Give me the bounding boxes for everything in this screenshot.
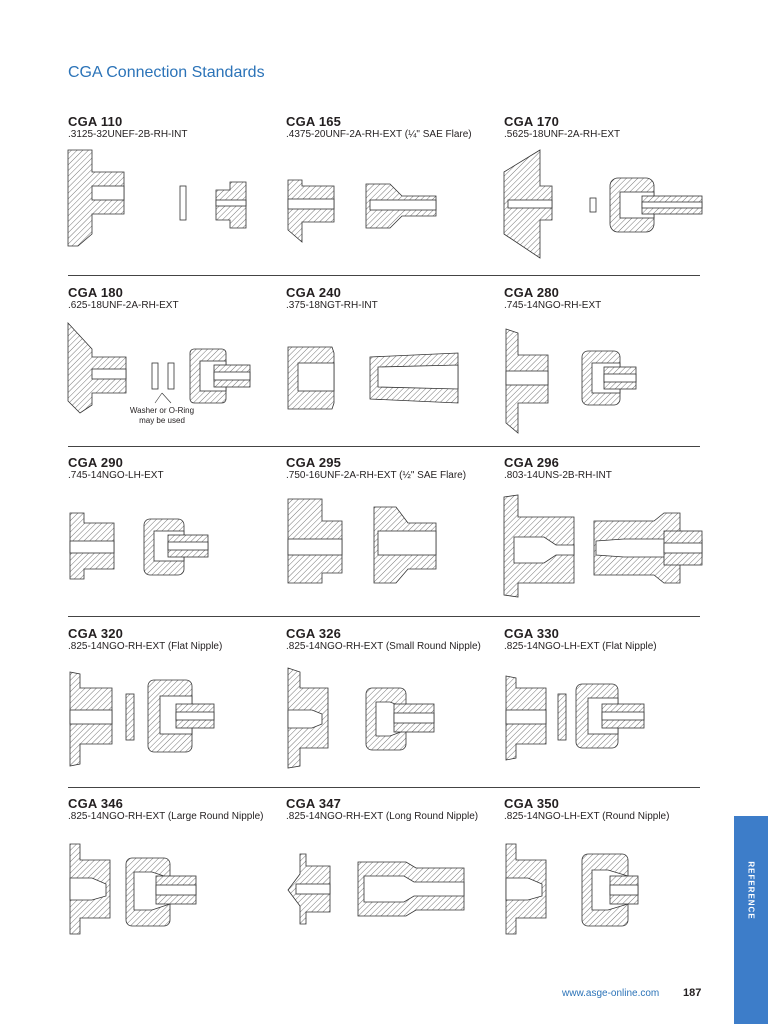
washer-note: Washer or O-Ring [129, 406, 195, 415]
connection-name: CGA 330 [504, 626, 560, 641]
connection-cga-290 [68, 455, 284, 605]
connection-spec: .375-18NGT-RH-INT [286, 300, 378, 311]
row-divider [68, 616, 700, 617]
fitting-drawing [286, 313, 502, 423]
fitting-drawing [504, 824, 720, 934]
fitting-drawing [504, 654, 720, 764]
connection-name: CGA 320 [68, 626, 124, 641]
row-divider [68, 787, 700, 788]
connection-name: CGA 110 [68, 114, 123, 129]
connection-spec: .825-14NGO-RH-EXT (Large Round Nipple) [68, 811, 264, 822]
connection-name: CGA 295 [286, 455, 342, 470]
connection-cga-347 [286, 796, 502, 946]
connection-name: CGA 170 [504, 114, 560, 129]
connection-cga-346 [68, 796, 284, 946]
connection-cga-240 [286, 285, 502, 435]
reference-tab[interactable] [734, 816, 768, 1024]
fitting-drawing [504, 483, 720, 593]
connection-spec: .825-14NGO-LH-EXT (Round Nipple) [504, 811, 670, 822]
connection-spec: .4375-20UNF-2A-RH-EXT (¼" SAE Flare) [286, 129, 472, 140]
reference-tab-label: REFERENCE [746, 861, 756, 920]
fitting-drawing [286, 142, 502, 252]
connection-spec: .625-18UNF-2A-RH-EXT [68, 300, 179, 311]
connection-cga-296 [504, 455, 720, 605]
fitting-drawing [286, 483, 502, 593]
page-title: CGA Connection Standards [68, 64, 265, 81]
connection-name: CGA 350 [504, 796, 560, 811]
connection-cga-350 [504, 796, 720, 946]
fitting-drawing [68, 654, 284, 764]
fitting-drawing [504, 313, 720, 423]
connection-spec: .825-14NGO-RH-EXT (Small Round Nipple) [286, 641, 481, 652]
fitting-drawing [68, 142, 284, 252]
fitting-drawing [68, 483, 284, 593]
connection-cga-320 [68, 626, 284, 776]
connection-cga-280 [504, 285, 720, 435]
connection-name: CGA 296 [504, 455, 560, 470]
connection-cga-110 [68, 114, 284, 264]
fitting-drawing [504, 142, 720, 252]
connection-cga-165 [286, 114, 502, 264]
connection-name: CGA 180 [68, 285, 124, 300]
connection-name: CGA 326 [286, 626, 342, 641]
connection-spec: .803-14UNS-2B-RH-INT [504, 470, 612, 481]
connection-spec: .745-14NGO-LH-EXT [68, 470, 164, 481]
fitting-drawing [286, 654, 502, 764]
connection-spec: .825-14NGO-RH-EXT (Flat Nipple) [68, 641, 223, 652]
page-number: 187 [683, 987, 702, 999]
connection-cga-180 [68, 285, 284, 435]
connection-name: CGA 347 [286, 796, 342, 811]
fitting-drawing [68, 824, 284, 934]
connection-cga-330 [504, 626, 720, 776]
row-divider [68, 446, 700, 447]
row-divider [68, 275, 700, 276]
connection-spec: .825-14NGO-LH-EXT (Flat Nipple) [504, 641, 657, 652]
connection-spec: .5625-18UNF-2A-RH-EXT [504, 129, 621, 140]
fitting-drawing [68, 313, 284, 423]
connection-name: CGA 280 [504, 285, 560, 300]
fitting-drawing [286, 824, 502, 934]
connection-name: CGA 290 [68, 455, 124, 470]
connection-cga-326 [286, 626, 502, 776]
connection-spec: .825-14NGO-RH-EXT (Long Round Nipple) [286, 811, 479, 822]
connection-name: CGA 165 [286, 114, 342, 129]
footer-url[interactable]: www.asge-online.com [562, 988, 660, 999]
connection-spec: .745-14NGO-RH-EXT [504, 300, 602, 311]
connection-name: CGA 346 [68, 796, 124, 811]
connection-name: CGA 240 [286, 285, 342, 300]
connection-cga-170 [504, 114, 720, 264]
washer-note-line2: may be used [139, 416, 185, 425]
connection-spec: .3125-32UNEF-2B-RH-INT [68, 129, 188, 140]
connection-spec: .750-16UNF-2A-RH-EXT (½" SAE Flare) [286, 470, 467, 481]
connection-cga-295 [286, 455, 502, 605]
